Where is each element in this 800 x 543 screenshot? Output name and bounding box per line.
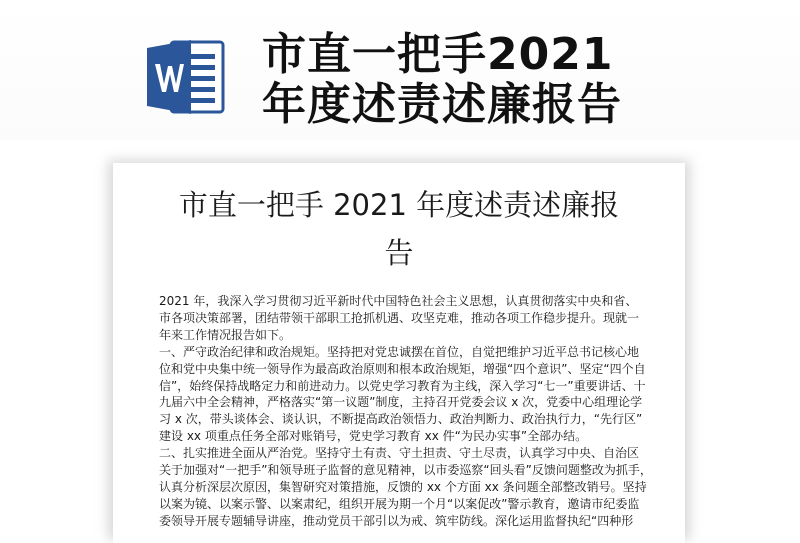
body-line: 九届六中全会精神，严格落实“第一议题”制度，主持召开党委会议 x 次，党委中心组理论学: [159, 395, 643, 410]
body-line: 以案为镜、以案示警、以案肃纪，组织开展为期一个月“以案促改”警示教育，邀请市纪委监: [159, 496, 640, 511]
body-line: 二、扎实推进全面从严治党。坚持守土有责、守土担责、守土尽责，认真学习中央、自治区: [159, 446, 640, 461]
document-title-line-1: 市直一把手 2021 年度述责述廉报: [178, 188, 620, 222]
body-line: 2021 年，我深入学习贯彻习近平新时代中国特色社会主义思想，认真贯彻落实中央和省、: [159, 294, 638, 308]
banner-title-line-2: 年度述责述廉报告: [262, 79, 622, 130]
body-line: 关于加强对“一把手”和领导班子监督的意见精神，以市委巡察“回头看”反馈问题整改为抓手，: [159, 463, 652, 478]
document-title-line-2: 告: [384, 236, 414, 270]
body-line: 位和党中央集中统一领导作为最高政治原则和根本政治规矩，增强“四个意识”、坚定“四个自: [159, 361, 646, 376]
body-line: 年来工作情况报告如下。: [159, 327, 292, 342]
body-line: 一、严守政治纪律和政治规矩。坚持把对党忠诚摆在首位，自觉把维护习近平总书记核心地: [159, 344, 640, 359]
banner-title-line-1: 市直一把手2021: [262, 29, 614, 80]
body-line: 市各项决策部署，团结带领干部职工抢抓机遇、攻坚克难，推动各项工作稳步提升。现就一: [159, 310, 640, 325]
banner-title: [262, 30, 782, 130]
body-line: 委领导开展专题辅导讲座，推动党员干部引以为戒、筑牢防线。深化运用监督执纪“四种形: [159, 513, 634, 528]
body-line: 建设 xx 项重点任务全部对账销号，党史学习教育 xx 件“为民办实事”全部办结。: [159, 429, 588, 444]
body-line: 习 x 次，带头谈体会、谈认识，不断提高政治领悟力、政治判断力、政治执行力，“先行区”: [159, 412, 643, 427]
microsoft-word-icon: [145, 38, 227, 116]
banner-header: [0, 0, 800, 140]
document-title: [153, 181, 645, 277]
document-page: [113, 163, 685, 543]
body-line: 信”，始终保持战略定力和前进动力。以党史学习教育为主线，深入学习“七一”重要讲话、十: [159, 378, 646, 393]
document-body: [159, 293, 652, 530]
body-line: 认真分析深层次原因，集智研究对策措施，反馈的 xx 个方面 xx 条问题全部整改销号。坚持: [159, 479, 647, 494]
